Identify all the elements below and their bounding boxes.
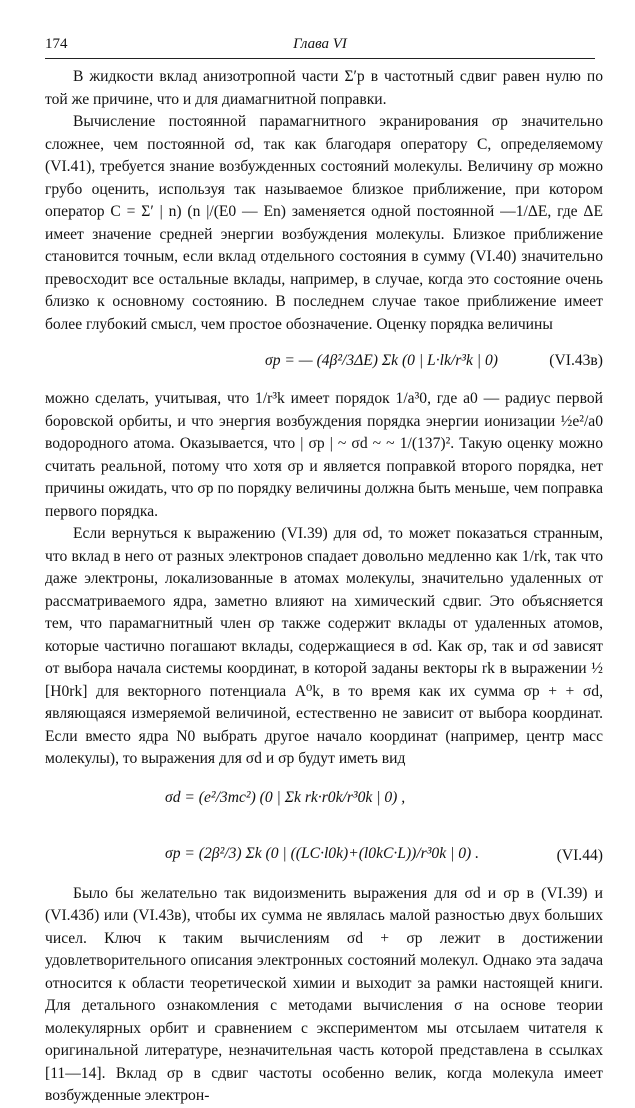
equation-vi-43v-expression: σp = — (4β²/3ΔE) Σk (0 | L·lk/r³k | 0) [265, 352, 498, 369]
equation-vi-44-number: (VI.44) [556, 846, 603, 864]
paragraph-4: Если вернуться к выражению (VI.39) для σd, то может показаться странным, что вклад в него от разных электронов спадает довольно медленно как 1/rk, так что даже электроны, локализованные в атомах молекулы, значительно удаленных от рассматриваемого ядра, заметно влияют на химический сдвиг. Это объясняется тем, что парамагнитный член σp также содержит вклады от удаленных атомов, которые частично погашают вклады, содержащиеся в σd. Как σp, так и σd зависят от выбора начала системы координат, в которой заданы векторы rk в выражении ½ [H0rk] для векторного потенциала A⁰k, в то время как их сумма σp + + σd, являющаяся измеряемой величиной, естественно не зависит от выбора координат. Если вместо ядра N0 выбрать другое начало координат (например, центр масс молекулы), то выражения для σd и σp будут иметь вид [45, 525, 603, 767]
paragraph-1: В жидкости вклад анизотропной части Σ′p в частотный сдвиг равен нулю по той же причине, что и для диамагнитной поправки. [45, 68, 603, 108]
paragraph-5: Было бы желательно так видоизменить выражения для σd и σp в (VI.39) и (VI.43б) или (VI.43в), чтобы их сумма не являлась малой разностью двух больших чисел. Ключ к таким вычислениям σd + σp лежит в достижении удовлетворительного описания электронных состояний молекул. Однако эта задача относится к области теоретической химии и выходит за рамки настоящей книги. Для детального ознакомления с методами вычисления σ на основе теории молекулярных орбит и сравнением с экспериментом мы отсылаем читателя к оригинальной литературе, незначительная часть которой представлена в ссылках [11—14]. Вклад σp в сдвиг частоты особенно велик, когда молекула имеет возбужденные электрон- [45, 884, 603, 1104]
equation-vi-44-line-1: σd = (e²/3mc²) (0 | Σk rk·r0k/r³0k | 0) , [165, 788, 406, 806]
chapter-title: Глава VI [293, 36, 347, 52]
page-body [45, 66, 603, 1108]
equation-vi-44 [45, 773, 603, 881]
equation-vi-44-line-2: σp = (2β²/3) Σk (0 | ((LC·l0k)+(l0kC·L))/r³0k | 0) . [165, 844, 480, 862]
paragraph-2: Вычисление постоянной парамагнитного экранирования σp значительно сложнее, чем постоянной σd, так как благодаря оператору C, определяемому (VI.41), требуется знание возбужденных состояний молекулы. Величину σp можно грубо оценить, используя так называемое близкое приближение, при котором оператор C = Σ′ | n) (n |/(E0 — En) заменяется одной постоянной —1/ΔE, где ΔE имеет значение средней энергии возбуждения молекулы. Близкое приближение становится точным, если вклад отдельного состояния в сумму (VI.40) значительно превосходит все остальные вклады, например, в случае, когда это состояние очень близко к основному состоянию. В последнем случае такое приближение имеет более глубокий смысл, чем простое обозначение. Оценку порядка величины [45, 113, 603, 333]
running-header [45, 36, 595, 59]
equation-vi-43v [45, 340, 603, 386]
page-number: 174 [45, 36, 68, 52]
equation-vi-43v-number: (VI.43в) [549, 352, 603, 369]
paragraph-3: можно сделать, учитывая, что 1/r³k имеет порядок 1/a³0, где a0 — радиус первой боровской орбиты, и что энергия возбуждения порядка энергии ионизации ½e²/a0 водородного атома. Оказывается, что | σp | ~ σd ~ ~ 1/(137)². Такую оценку можно считать реальной, потому что хотя σp и является поправкой второго порядка, нет причины ожидать, что σp по порядку величины должна быть меньше, чем поправка первого порядка. [45, 390, 603, 520]
